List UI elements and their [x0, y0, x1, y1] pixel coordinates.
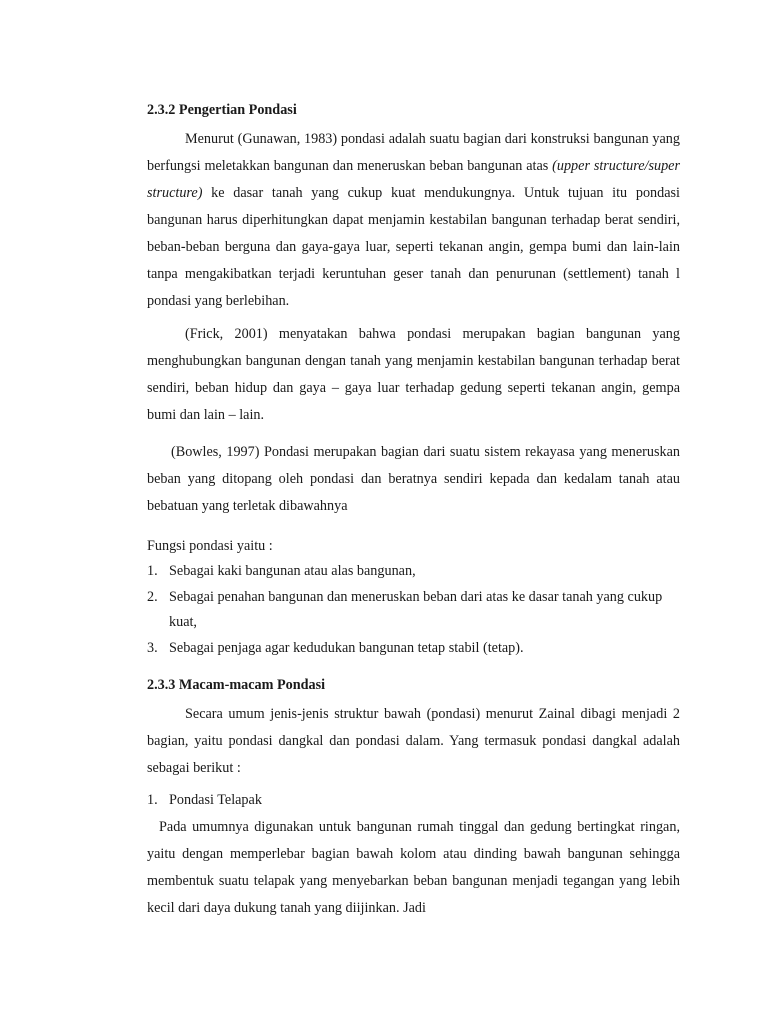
section-heading-2-3-2: 2.3.2 Pengertian Pondasi [147, 102, 297, 118]
paragraph-pondasi-telapak: Pada umumnya digunakan untuk bangunan rumah tinggal dan gedung bertingkat ringan, yaitu dengan memperlebar bagian bawah kolom atau dinding bawah bangunan sehingga membentuk suatu telapak yang menyebarkan beban bangunan menjadi tegangan yang lebih kecil dari daya dukung tanah yang diijinkan. Jadi [147, 818, 680, 916]
list-item: 2. Sebagai penahan bangunan dan meneruskan beban dari atas ke dasar tanah yang cukup kuat, [147, 588, 663, 630]
document-page [147, 100, 680, 922]
paragraph-bowles: (Bowles, 1997) Pondasi merupakan bagian dari suatu sistem rekayasa yang meneruskan beban yang ditopang oleh pondasi dan beratnya sendiri kepada dan kedalam tanah atau bebatuan yang terletak dibawahnya [147, 444, 680, 514]
list-item: 3. Sebagai penjaga agar kedudukan bangunan tetap stabil (tetap). [147, 639, 524, 656]
list-item: 1. Sebagai kaki bangunan atau alas bangunan, [147, 563, 416, 579]
fungsi-intro: Fungsi pondasi yaitu : [147, 538, 273, 554]
pondasi-list [147, 788, 680, 814]
paragraph-frick: (Frick, 2001) menyatakan bahwa pondasi merupakan bagian bangunan yang menghubungkan bangunan dengan tanah yang menjamin kestabilan bangunan terhadap berat sendiri, beban hidup dan gaya – gaya luar terhadap gedung seperti tekanan angin, gempa bumi dan lain – lain. [147, 326, 680, 423]
fungsi-list [147, 559, 680, 661]
list-item: 1. Pondasi Telapak [147, 792, 262, 808]
italic-term: (upper structure/super structure) [147, 158, 680, 201]
paragraph-zainal: Secara umum jenis-jenis struktur bawah (pondasi) menurut Zainal dibagi menjadi 2 bagian, yaitu pondasi dangkal dan pondasi dalam. Yang termasuk pondasi dangkal adalah sebagai berikut : [147, 706, 680, 776]
section-heading-2-3-3: 2.3.3 Macam-macam Pondasi [147, 677, 326, 693]
paragraph-gunawan: Menurut (Gunawan, 1983) pondasi adalah suatu bagian dari konstruksi bangunan yang berfungsi meletakkan bangunan dan meneruskan beban bangunan atas (upper structure/super structure) ke dasar tanah yang cukup kuat mendukungnya. Untuk tujuan itu pondasi bangunan harus diperhitungkan dapat menjamin kestabilan bangunan terhadap berat sendiri, beban-beban berguna dan gaya-gaya luar, seperti tekanan angin, gempa bumi dan lain-lain tanpa mengakibatkan terjadi keruntuhan geser tanah dan penurunan (settlement) tanah l pondasi yang berlebihan. [147, 131, 680, 309]
